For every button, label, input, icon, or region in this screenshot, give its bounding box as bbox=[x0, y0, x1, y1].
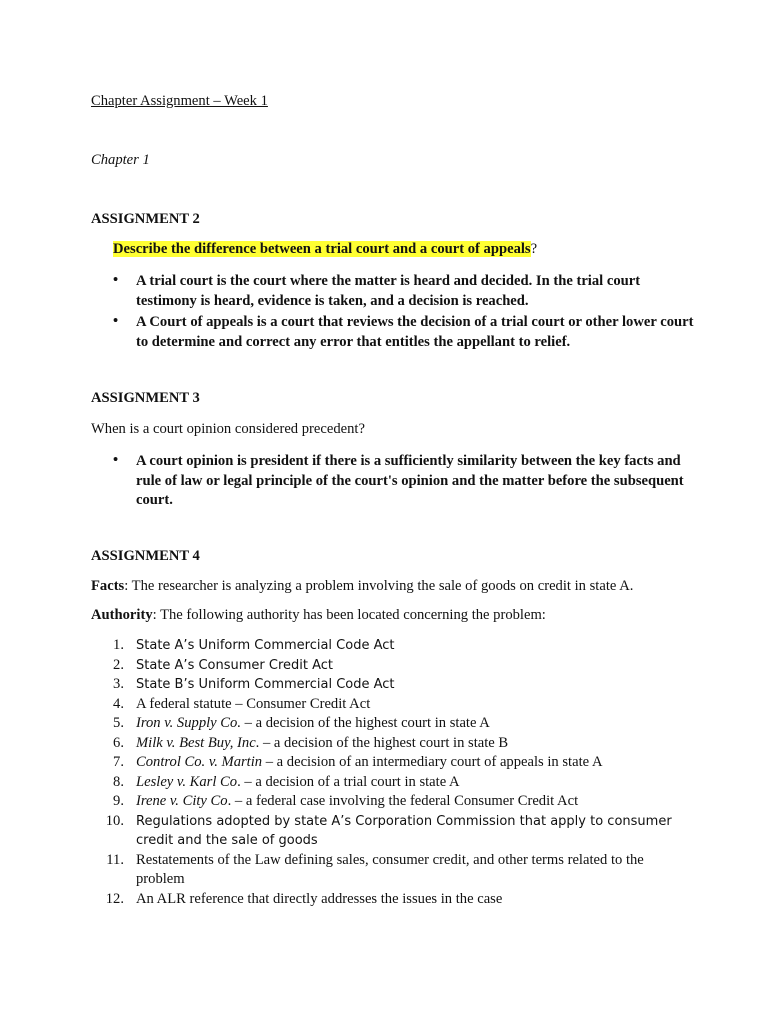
list-item bbox=[98, 734, 678, 754]
item-number: 11. bbox=[106, 851, 124, 868]
item-text: – a decision of the highest court in state A bbox=[240, 715, 490, 731]
authority-list bbox=[98, 636, 678, 909]
assignment-2-question bbox=[113, 241, 537, 258]
assignment-2-answer-2: A Court of appeals is a court that reviews the decision of a trial court or other lower court to determine and correct any error that entitles the appellant to relief. bbox=[136, 314, 694, 350]
item-text: Restatements of the Law defining sales, consumer credit, and other terms related to the problem bbox=[136, 851, 644, 887]
facts-text: : The researcher is analyzing a problem involving the sale of goods on credit in state A. bbox=[124, 578, 634, 594]
case-name: Lesley v. Karl Co bbox=[136, 773, 238, 790]
bullet-marker: • bbox=[113, 452, 119, 468]
assignment-3-heading: ASSIGNMENT 3 bbox=[91, 390, 200, 406]
assignment-4-heading: ASSIGNMENT 4 bbox=[91, 548, 200, 564]
chapter-label: Chapter 1 bbox=[91, 152, 150, 168]
authority-text: : The following authority has been located concerning the problem: bbox=[152, 607, 546, 623]
item-text: . – a federal case involving the federal Consumer Credit Act bbox=[227, 793, 579, 809]
question-mark: ? bbox=[530, 241, 538, 257]
item-number: 10. bbox=[105, 812, 124, 829]
item-text: . – a decision of a trial court in state A bbox=[237, 773, 460, 790]
item-number: 8. bbox=[113, 773, 124, 790]
item-number: 9. bbox=[113, 793, 124, 809]
document-title: Chapter Assignment – Week 1 bbox=[91, 93, 268, 109]
list-item bbox=[98, 890, 678, 910]
list-item bbox=[98, 636, 678, 656]
list-item bbox=[98, 812, 678, 851]
item-text: State A’s Uniform Commercial Code Act bbox=[136, 638, 395, 653]
authority-paragraph bbox=[91, 607, 546, 624]
assignment-3-answer-1: A court opinion is president if there is a sufficiently similarity between the key facts and rule of law or legal principle of the court's opinion and the matter before the subsequent court. bbox=[136, 453, 684, 508]
item-number: 5. bbox=[113, 715, 124, 731]
item-number: 3. bbox=[113, 676, 124, 692]
list-item bbox=[98, 792, 678, 812]
item-number: 2. bbox=[113, 656, 124, 673]
item-number: 12. bbox=[105, 890, 124, 907]
item-text: . – a decision of the highest court in state B bbox=[255, 734, 509, 751]
facts-paragraph bbox=[91, 578, 633, 595]
bullet-marker: • bbox=[113, 313, 119, 329]
list-item bbox=[98, 851, 678, 890]
case-name: Milk v. Best Buy, Inc bbox=[136, 734, 256, 751]
list-item bbox=[98, 695, 678, 715]
item-number: 7. bbox=[113, 754, 124, 770]
facts-label: Facts bbox=[91, 578, 125, 594]
item-text: – a decision of an intermediary court of appeals in state A bbox=[262, 754, 603, 770]
list-item bbox=[98, 773, 678, 793]
list-item bbox=[98, 753, 678, 773]
authority-label: Authority bbox=[91, 607, 153, 623]
case-name: Irene v. City Co bbox=[136, 793, 228, 809]
item-text: An ALR reference that directly addresses the issues in the case bbox=[136, 890, 503, 907]
item-text: State A’s Consumer Credit Act bbox=[136, 657, 334, 673]
list-item bbox=[98, 714, 678, 734]
highlighted-question: Describe the difference between a trial court and a court of appeals bbox=[113, 241, 531, 257]
item-number: 4. bbox=[113, 695, 124, 712]
assignment-2-heading: ASSIGNMENT 2 bbox=[91, 211, 200, 227]
bullet-marker: • bbox=[113, 272, 119, 288]
case-name: Control Co. v. Martin bbox=[136, 754, 263, 770]
list-item bbox=[98, 675, 678, 695]
item-number: 1. bbox=[113, 637, 124, 653]
item-text: Regulations adopted by state A’s Corporation Commission that apply to consumer credit and the sale of goods bbox=[136, 813, 672, 848]
list-item bbox=[98, 656, 678, 676]
assignment-2-answer-1: A trial court is the court where the matter is heard and decided. In the trial court testimony is heard, evidence is taken, and a decision is reached. bbox=[136, 273, 641, 309]
item-number: 6. bbox=[113, 734, 124, 751]
item-text: State B’s Uniform Commercial Code Act bbox=[136, 677, 395, 692]
assignment-3-question: When is a court opinion considered precedent? bbox=[91, 421, 365, 437]
item-text: A federal statute – Consumer Credit Act bbox=[136, 695, 371, 712]
case-name: Iron v. Supply Co. bbox=[136, 715, 241, 731]
